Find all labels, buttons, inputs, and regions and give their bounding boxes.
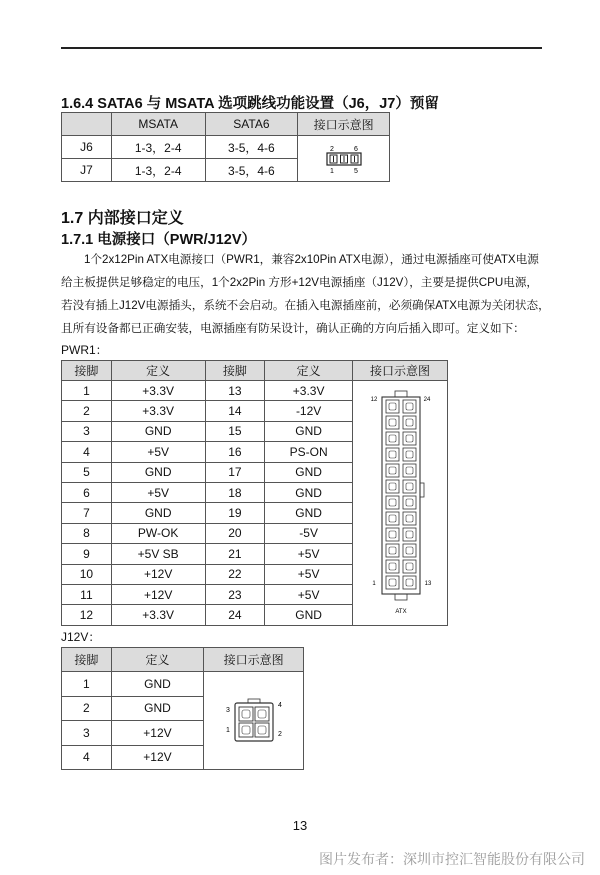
pwr1-cell: 4: [62, 442, 112, 462]
pwr1-cell: +3.3V: [111, 605, 205, 625]
pwr1-cell: +5V: [265, 564, 353, 584]
pwr1-header: 接脚: [205, 361, 265, 381]
pwr1-cell: 12: [62, 605, 112, 625]
j12v-label: J12V：: [61, 630, 101, 644]
pwr1-cell: 9: [62, 544, 112, 564]
pwr1-header: 接脚: [62, 361, 112, 381]
atx-pin-label: 1: [372, 581, 376, 588]
j12v-row: [62, 672, 304, 697]
pwr1-cell: 23: [205, 584, 265, 604]
pwr1-cell: 3: [62, 421, 112, 441]
pwr1-cell: +5V: [265, 544, 353, 564]
pwr1-cell: 10: [62, 564, 112, 584]
pwr1-cell: 6: [62, 482, 112, 502]
pwr1-header: 定义: [111, 361, 205, 381]
j12v-cell: GND: [111, 672, 204, 697]
atx-pin-label: ATX: [395, 609, 407, 616]
pwr1-cell: 18: [205, 482, 265, 502]
pwr1-diagram-cell: [352, 381, 447, 626]
jumper-diagram-label: 6: [353, 145, 358, 153]
pwr1-cell: 7: [62, 503, 112, 523]
pwr1-cell: GND: [111, 462, 205, 482]
pwr1-cell: +3.3V: [111, 381, 205, 401]
j12v-cell: +12V: [111, 745, 204, 770]
pwr1-cell: -5V: [265, 523, 353, 543]
pwr1-cell: 13: [205, 381, 265, 401]
pwr1-cell: 11: [62, 584, 112, 604]
j12v-cell: 4: [62, 745, 112, 770]
jumper-diagram-label: 1: [329, 167, 334, 175]
pwr1-row: [62, 381, 448, 401]
j12v-pin-label: 1: [225, 726, 230, 734]
pwr1-cell: +5V: [265, 584, 353, 604]
j12v-connector-icon: [219, 691, 289, 751]
pwr1-cell: 22: [205, 564, 265, 584]
section-title-1-7: 1.7 内部接口定义: [61, 210, 184, 227]
jumper-cell: 3-5，4-6: [205, 136, 298, 159]
jumper-diagram-label: 2: [329, 145, 334, 153]
pwr1-cell: GND: [265, 503, 353, 523]
j12v-cell: GND: [111, 696, 204, 721]
pwr1-cell: +3.3V: [111, 401, 205, 421]
jumper-header-blank: [62, 113, 112, 136]
pwr1-cell: GND: [265, 605, 353, 625]
jumper-table: [61, 112, 390, 182]
jumper-header-diagram-icon: [324, 142, 364, 176]
pwr1-cell: +12V: [111, 584, 205, 604]
section-title-1-6-4: 1.6.4 SATA6 与 MSATA 选项跳线功能设置（J6，J7）预留: [61, 96, 439, 112]
j12v-header: 接脚: [62, 648, 112, 672]
pwr1-cell: 5: [62, 462, 112, 482]
jumper-cell: 3-5，4-6: [205, 159, 298, 182]
jumper-cell: J6: [62, 136, 112, 159]
j12v-header: 接口示意图: [204, 648, 304, 672]
paragraph-line: 1个2x12Pin ATX电源接口（PWR1，兼容2x10Pin ATX电源），通过电源插座可使ATX电源: [84, 253, 539, 266]
pwr1-cell: PS-ON: [265, 442, 353, 462]
pwr1-cell: GND: [265, 421, 353, 441]
jumper-cell: 1-3，2-4: [111, 159, 205, 182]
pwr1-cell: 19: [205, 503, 265, 523]
paragraph-line: 且所有设备都已正确安装，电源插座有防呆设计，确认正确的方向后插入即可。定义如下：: [61, 322, 525, 335]
header-rule: [61, 47, 542, 49]
pwr1-table: [61, 360, 448, 626]
j12v-pin-label: 4: [277, 701, 282, 709]
jumper-diagram-label: 5: [353, 167, 358, 175]
publisher-footer: 图片发布者：深圳市控汇智能股份有限公司: [319, 851, 585, 867]
pwr1-cell: 15: [205, 421, 265, 441]
pwr1-cell: +3.3V: [265, 381, 353, 401]
paragraph-line: 给主板提供足够稳定的电压，1个2x2Pin 方形+12V电源插座（J12V），主要是提供CPU电源，: [61, 276, 539, 289]
j12v-table: [61, 647, 304, 770]
atx-pin-label: 12: [370, 397, 378, 404]
jumper-header-diagram: 接口示意图: [298, 113, 390, 136]
pwr1-cell: 20: [205, 523, 265, 543]
pwr1-label: PWR1：: [61, 343, 108, 357]
pwr1-header: 接口示意图: [352, 361, 447, 381]
j12v-cell: 3: [62, 721, 112, 746]
power-description: [61, 248, 550, 340]
atx-pin-label: 13: [424, 581, 432, 588]
pwr1-cell: +5V: [111, 442, 205, 462]
pwr1-cell: -12V: [265, 401, 353, 421]
jumper-header-msata: MSATA: [111, 113, 205, 136]
pwr1-cell: 1: [62, 381, 112, 401]
jumper-diagram-cell: [298, 136, 390, 182]
jumper-cell: 1-3，2-4: [111, 136, 205, 159]
pwr1-cell: 21: [205, 544, 265, 564]
j12v-cell: 2: [62, 696, 112, 721]
pwr1-cell: GND: [265, 462, 353, 482]
pwr1-cell: 17: [205, 462, 265, 482]
pwr1-cell: 16: [205, 442, 265, 462]
pwr1-cell: +5V: [111, 482, 205, 502]
atx-pin-label: 24: [423, 397, 431, 404]
pwr1-cell: GND: [111, 421, 205, 441]
pwr1-cell: 24: [205, 605, 265, 625]
j12v-cell: 1: [62, 672, 112, 697]
pwr1-cell: +5V SB: [111, 544, 205, 564]
page-number: 13: [292, 818, 308, 833]
pwr1-cell: GND: [111, 503, 205, 523]
jumper-header-sata6: SATA6: [205, 113, 298, 136]
pwr1-cell: 2: [62, 401, 112, 421]
pwr1-cell: PW-OK: [111, 523, 205, 543]
j12v-diagram-cell: [204, 672, 304, 770]
pwr1-header: 定义: [265, 361, 353, 381]
section-title-1-7-1: 1.7.1 电源接口（PWR/J12V）: [61, 232, 256, 248]
pwr1-cell: 8: [62, 523, 112, 543]
pwr1-cell: +12V: [111, 564, 205, 584]
j12v-pin-label: 2: [277, 730, 282, 738]
j12v-header: 定义: [111, 648, 204, 672]
j12v-pin-label: 3: [225, 706, 230, 714]
atx-connector-icon: [355, 385, 445, 620]
jumper-cell: J7: [62, 159, 112, 182]
pwr1-cell: GND: [265, 482, 353, 502]
paragraph-line: 若没有插上J12V电源插头，系统不会启动。在插入电源插座前，必须确保ATX电源为关闭状态，: [61, 299, 550, 312]
j12v-cell: +12V: [111, 721, 204, 746]
pwr1-cell: 14: [205, 401, 265, 421]
